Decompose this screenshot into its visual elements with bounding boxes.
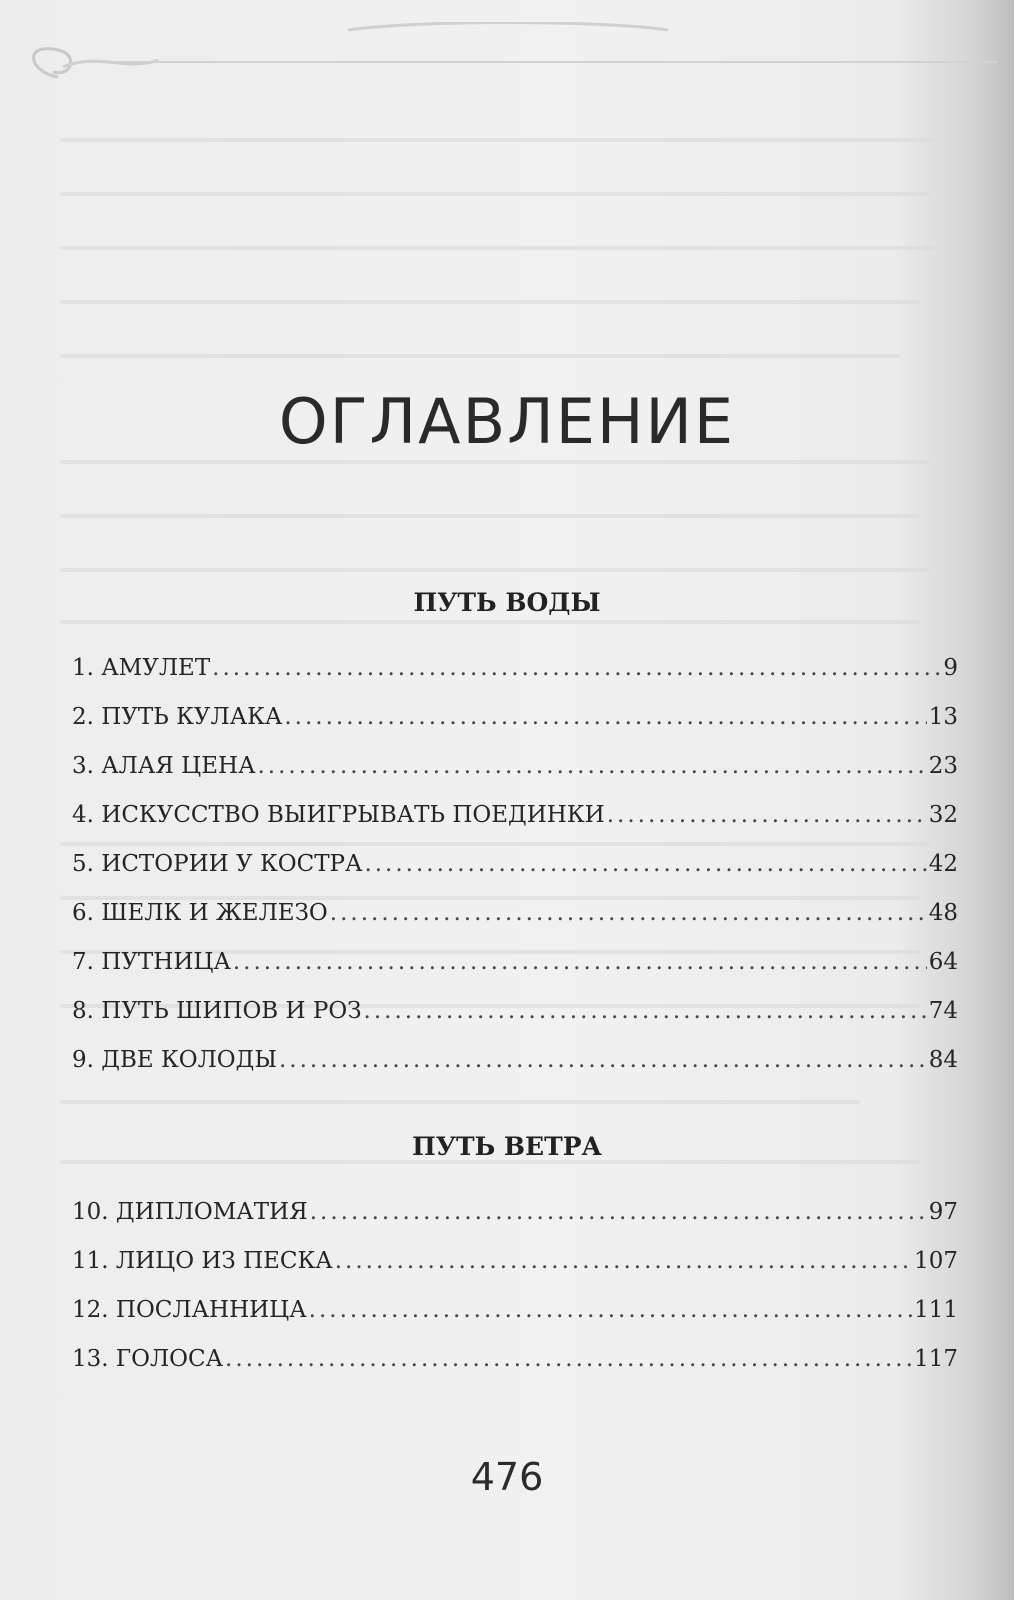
entry-title: 1. АМУЛЕТ [72, 655, 211, 681]
toc-entry [72, 998, 958, 1047]
entry-page: 117 [914, 1346, 958, 1372]
page-title: ОГЛАВЛЕНИЕ [278, 385, 736, 458]
toc-list-wind [72, 1199, 958, 1395]
toc-entry [72, 704, 958, 753]
entry-title: 4. ИСКУССТВО ВЫИГРЫВАТЬ ПОЕДИНКИ [72, 802, 605, 828]
bleed-through-line [60, 568, 930, 572]
entry-title: 5. ИСТОРИИ У КОСТРА [72, 851, 363, 877]
leader-dots [258, 753, 927, 779]
header-ornament-icon [18, 22, 998, 102]
toc-list-water [72, 655, 958, 1096]
toc-entry [72, 753, 958, 802]
bleed-through-line [60, 192, 930, 196]
leader-dots [335, 1248, 912, 1274]
leader-dots [330, 900, 927, 926]
toc-entry [72, 1346, 958, 1395]
leader-dots [607, 802, 927, 828]
bleed-through-line [60, 246, 935, 250]
entry-title: 6. ШЕЛК И ЖЕЛЕЗО [72, 900, 328, 926]
entry-page: 23 [928, 753, 958, 779]
entry-page: 97 [928, 1199, 958, 1225]
entry-page: 107 [914, 1248, 958, 1274]
leader-dots [233, 949, 927, 975]
bleed-through-line [60, 300, 920, 304]
entry-title: 7. ПУТНИЦА [72, 949, 231, 975]
entry-page: 64 [928, 949, 958, 975]
toc-entry [72, 1248, 958, 1297]
leader-dots [309, 1297, 912, 1323]
leader-dots [279, 1047, 927, 1073]
entry-page: 48 [928, 900, 958, 926]
leader-dots [225, 1346, 912, 1372]
entry-title: 9. ДВЕ КОЛОДЫ [72, 1047, 277, 1073]
entry-page: 42 [928, 851, 958, 877]
bleed-through-line [60, 514, 920, 518]
entry-page: 32 [928, 802, 958, 828]
toc-entry [72, 1199, 958, 1248]
section-heading-wind: ПУТЬ ВЕТРА [412, 1132, 602, 1161]
bleed-through-line [60, 354, 900, 358]
leader-dots [212, 655, 941, 681]
bleed-through-line [60, 460, 930, 464]
toc-entry [72, 655, 958, 704]
entry-page: 9 [943, 655, 958, 681]
bleed-through-line [60, 1100, 860, 1104]
leader-dots [284, 704, 926, 730]
toc-entry [72, 949, 958, 998]
page-number: 476 [470, 1455, 544, 1499]
leader-dots [364, 851, 926, 877]
toc-entry [72, 900, 958, 949]
section-heading-water: ПУТЬ ВОДЫ [413, 588, 601, 617]
toc-entry [72, 802, 958, 851]
toc-entry [72, 1047, 958, 1096]
toc-entry [72, 851, 958, 900]
entry-page: 111 [914, 1297, 958, 1323]
leader-dots [310, 1199, 927, 1225]
entry-title: 12. ПОСЛАННИЦА [72, 1297, 307, 1323]
entry-title: 3. АЛАЯ ЦЕНА [72, 753, 256, 779]
entry-title: 11. ЛИЦО ИЗ ПЕСКА [72, 1248, 333, 1274]
entry-page: 74 [928, 998, 958, 1024]
entry-title: 10. ДИПЛОМАТИЯ [72, 1199, 308, 1225]
entry-title: 8. ПУТЬ ШИПОВ И РОЗ [72, 998, 362, 1024]
entry-title: 2. ПУТЬ КУЛАКА [72, 704, 283, 730]
leader-dots [364, 998, 927, 1024]
bleed-through-line [60, 138, 940, 142]
entry-title: 13. ГОЛОСА [72, 1346, 224, 1372]
entry-page: 84 [928, 1047, 958, 1073]
toc-entry [72, 1297, 958, 1346]
bleed-through-line [60, 620, 920, 624]
entry-page: 13 [928, 704, 958, 730]
